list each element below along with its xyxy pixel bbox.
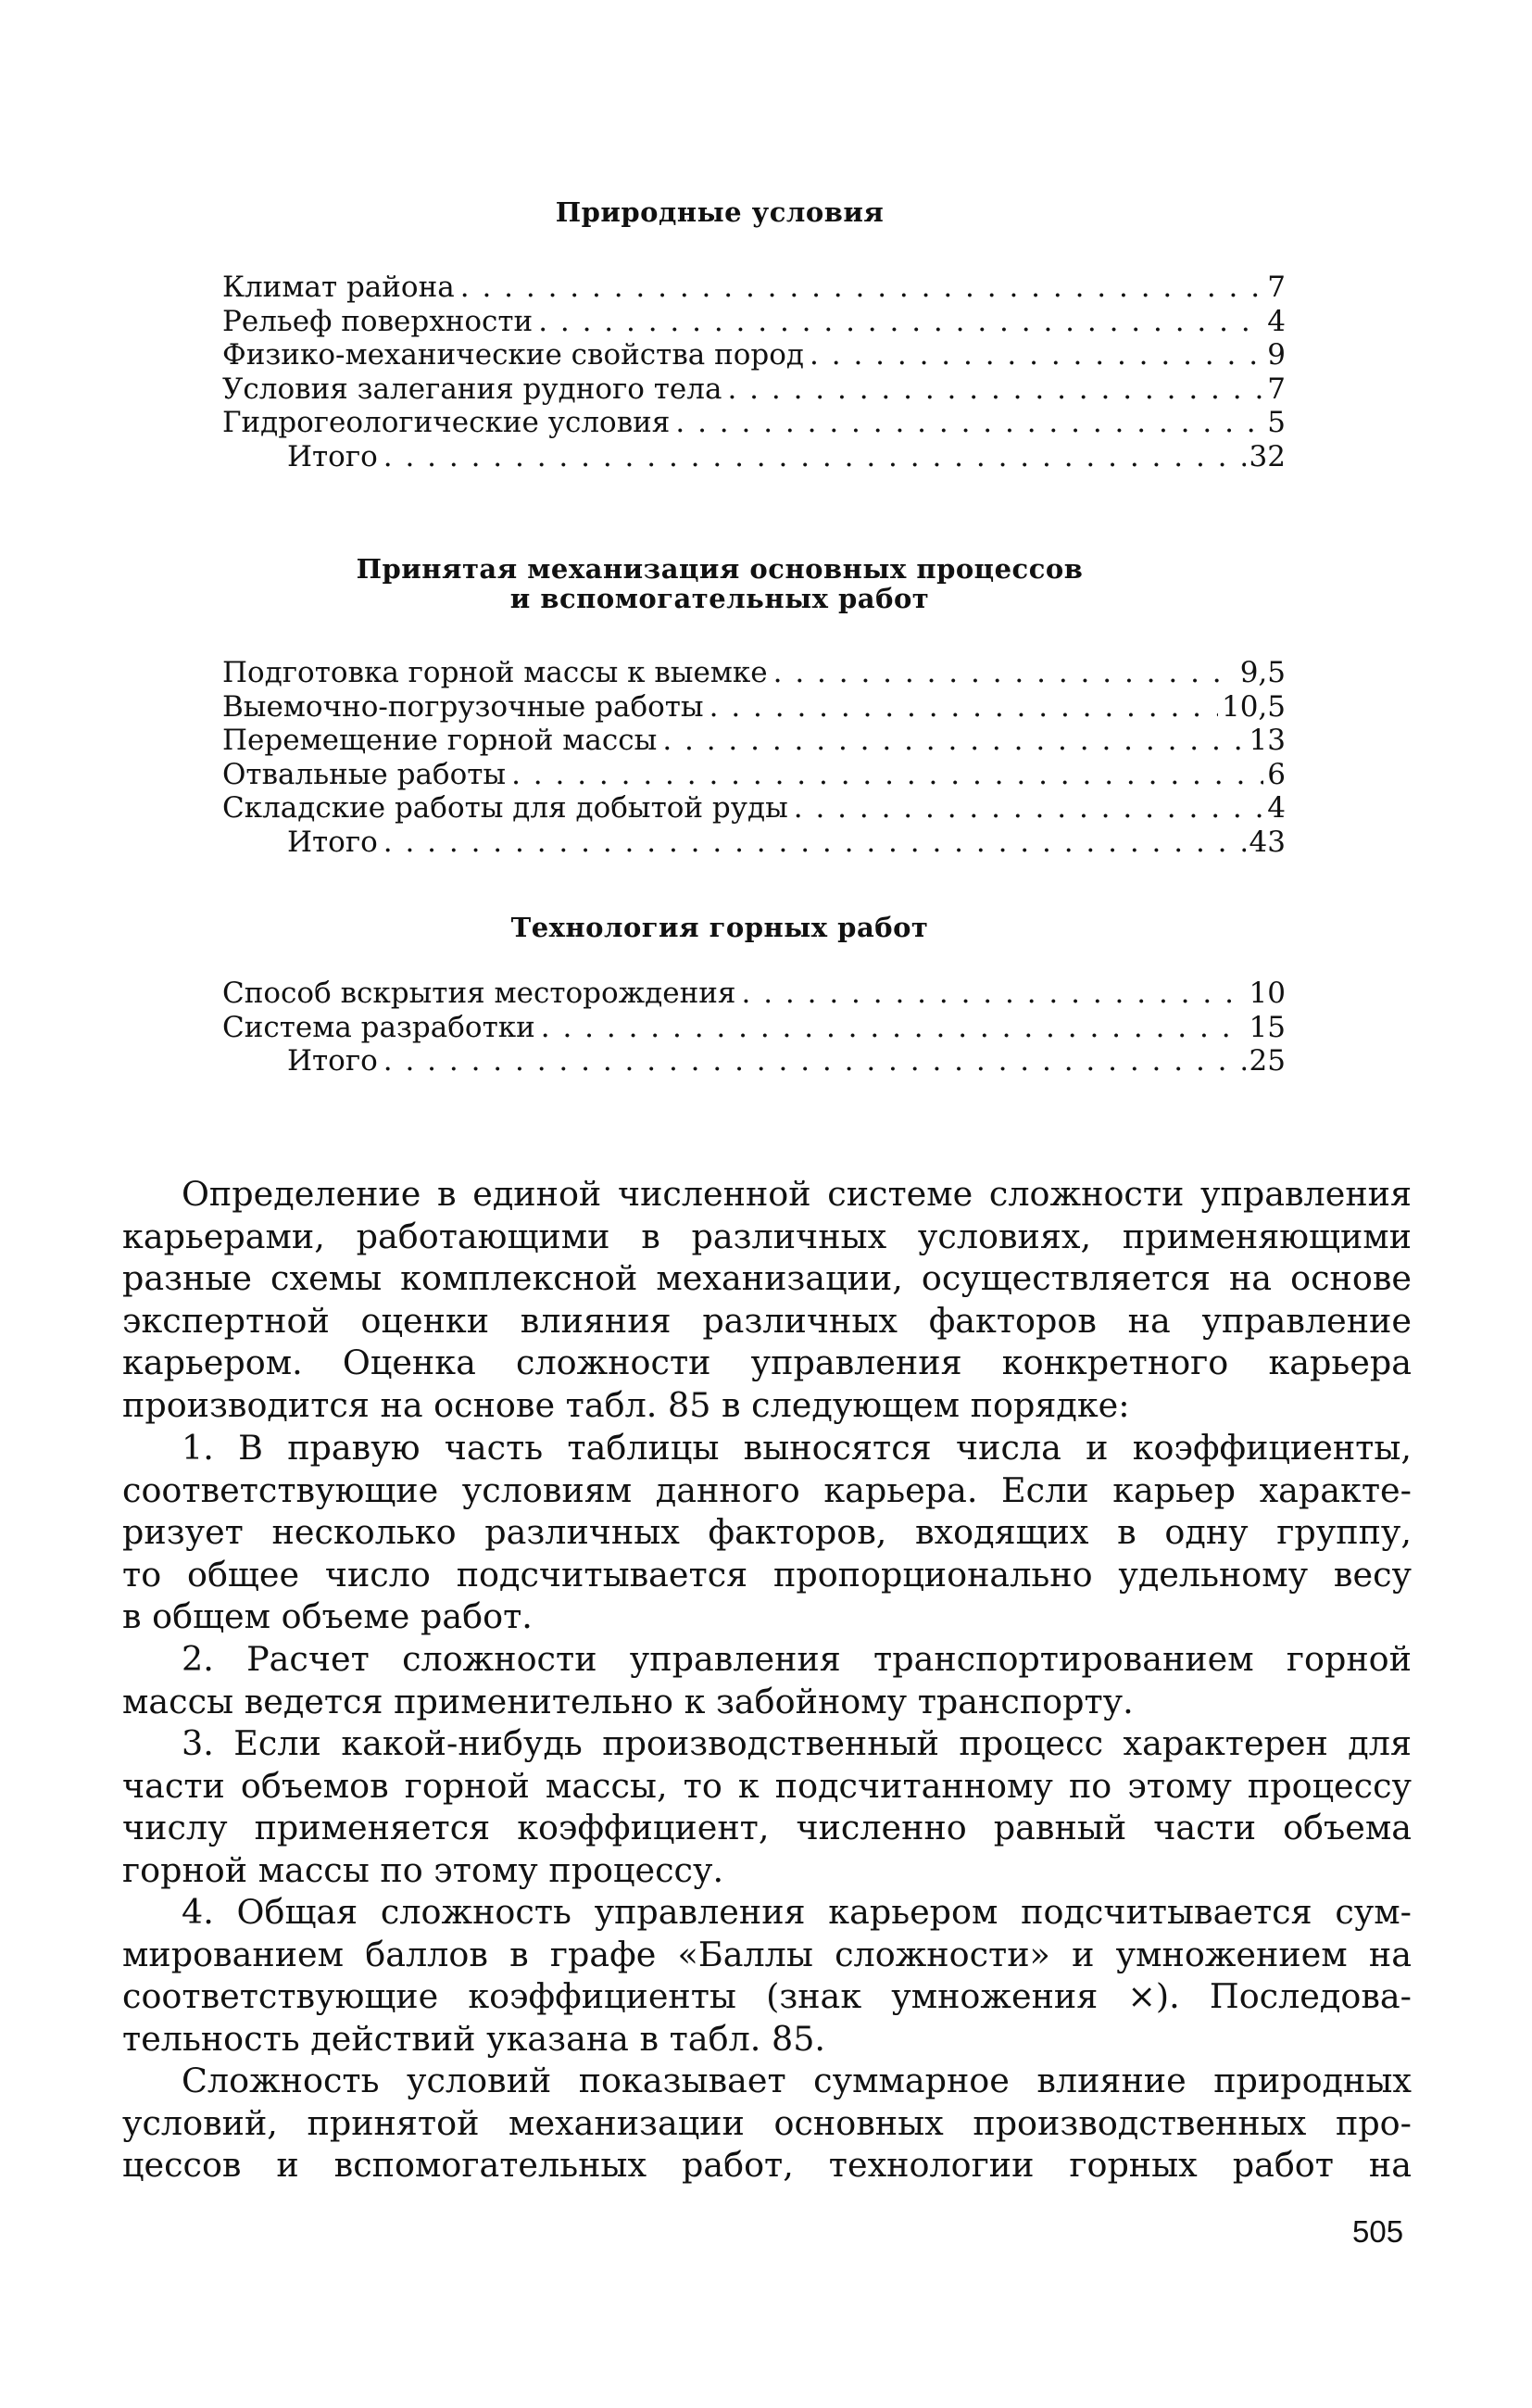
list-item: Рельеф поверхности . . . 4 bbox=[222, 305, 1286, 339]
line: 3. Если какой-нибудь производственный процесс характерен для bbox=[182, 1723, 1412, 1763]
list-item: Климат района . . . 7 bbox=[222, 271, 1286, 305]
page-number: 505 bbox=[1352, 2214, 1404, 2249]
line: разные схемы комплексной механизации, осуществляется на основе bbox=[122, 1258, 1412, 1299]
mechanization-list bbox=[222, 656, 1286, 859]
line: мированием баллов в графе «Баллы сложности» и умножением на bbox=[122, 1934, 1412, 1974]
section-title-natural-conditions: Природные условия bbox=[555, 196, 885, 228]
line: горной массы по этому процессу. bbox=[122, 1849, 724, 1890]
list-item: Способ вскрытия месторождения . . . 10 bbox=[222, 977, 1286, 1011]
line: ризует несколько различных факторов, входящих в одну группу, bbox=[122, 1512, 1412, 1553]
line: то общее число подсчитывается пропорционально удельному весу bbox=[122, 1554, 1412, 1595]
line: в общем объеме работ. bbox=[122, 1596, 533, 1637]
list-item: Складские работы для добытой руды . . . 4 bbox=[222, 791, 1286, 826]
line: соответствующие коэффициенты (знак умножения ×). Последова- bbox=[122, 1976, 1412, 2017]
line: 4. Общая сложность управления карьером подсчитывается сум- bbox=[182, 1892, 1412, 1932]
line: 1. В правую часть таблицы выносятся числа и коэффициенты, bbox=[182, 1428, 1412, 1468]
line: экспертной оценки влияния различных факторов на управление bbox=[122, 1300, 1412, 1341]
section-title-mechanization: Принятая механизация основных процессов и вспомогательных работ bbox=[356, 553, 1084, 614]
list-item: Отвальные работы . . . 6 bbox=[222, 758, 1286, 792]
list-item: Выемочно-погрузочные работы . . . 10,5 bbox=[222, 690, 1286, 725]
line: карьерами, работающими в различных условиях, применяющими bbox=[122, 1216, 1412, 1256]
line: соответствующие условиям данного карьера. Если карьер характе- bbox=[122, 1469, 1412, 1510]
line: числу применяется коэффициент, численно равный части объема bbox=[122, 1808, 1412, 1848]
list-item: Система разработки . . . 15 bbox=[222, 1011, 1286, 1045]
natural-conditions-list bbox=[222, 271, 1286, 473]
line: Определение в единой численной системе сложности управления bbox=[182, 1174, 1412, 1214]
paragraph-complexity bbox=[122, 2060, 1412, 2187]
total-row: Итого . . . 25 bbox=[222, 1044, 1286, 1078]
list-item: Подготовка горной массы к выемке . . . 9,5 bbox=[222, 656, 1286, 690]
list-item: Физико-механические свойства пород . . . 9 bbox=[222, 338, 1286, 372]
list-item: Условия залегания рудного тела . . . 7 bbox=[222, 372, 1286, 407]
paragraph-step-4 bbox=[122, 1891, 1412, 2060]
paragraph-step-2 bbox=[122, 1638, 1412, 1722]
section-title-mining-technology: Технология горных работ bbox=[510, 912, 929, 943]
mining-technology-list bbox=[222, 977, 1286, 1078]
line: карьером. Оценка сложности управления конкретного карьера bbox=[122, 1343, 1412, 1383]
list-item: Перемещение горной массы . . . 13 bbox=[222, 724, 1286, 758]
line: 2. Расчет сложности управления транспортированием горной bbox=[182, 1639, 1412, 1679]
total-row: Итого . . . 43 bbox=[222, 826, 1286, 860]
line: цессов и вспомогательных работ, технологии горных работ на bbox=[122, 2145, 1412, 2186]
line: тельность действий указана в табл. 85. bbox=[122, 2018, 826, 2059]
paragraph-step-1 bbox=[122, 1427, 1412, 1638]
paragraph-intro bbox=[122, 1173, 1412, 1427]
line: Сложность условий показывает суммарное влияние природных bbox=[182, 2061, 1412, 2100]
line: условий, принятой механизации основных производственных про- bbox=[122, 2102, 1412, 2143]
paragraph-step-3 bbox=[122, 1722, 1412, 1891]
line: части объемов горной массы, то к подсчитанному по этому процессу bbox=[122, 1765, 1412, 1806]
list-item: Гидрогеологические условия . . . 5 bbox=[222, 406, 1286, 440]
total-row: Итого . . . 32 bbox=[222, 440, 1286, 474]
line: массы ведется применительно к забойному транспорту. bbox=[122, 1681, 1134, 1721]
line: производится на основе табл. 85 в следующем порядке: bbox=[122, 1384, 1130, 1425]
